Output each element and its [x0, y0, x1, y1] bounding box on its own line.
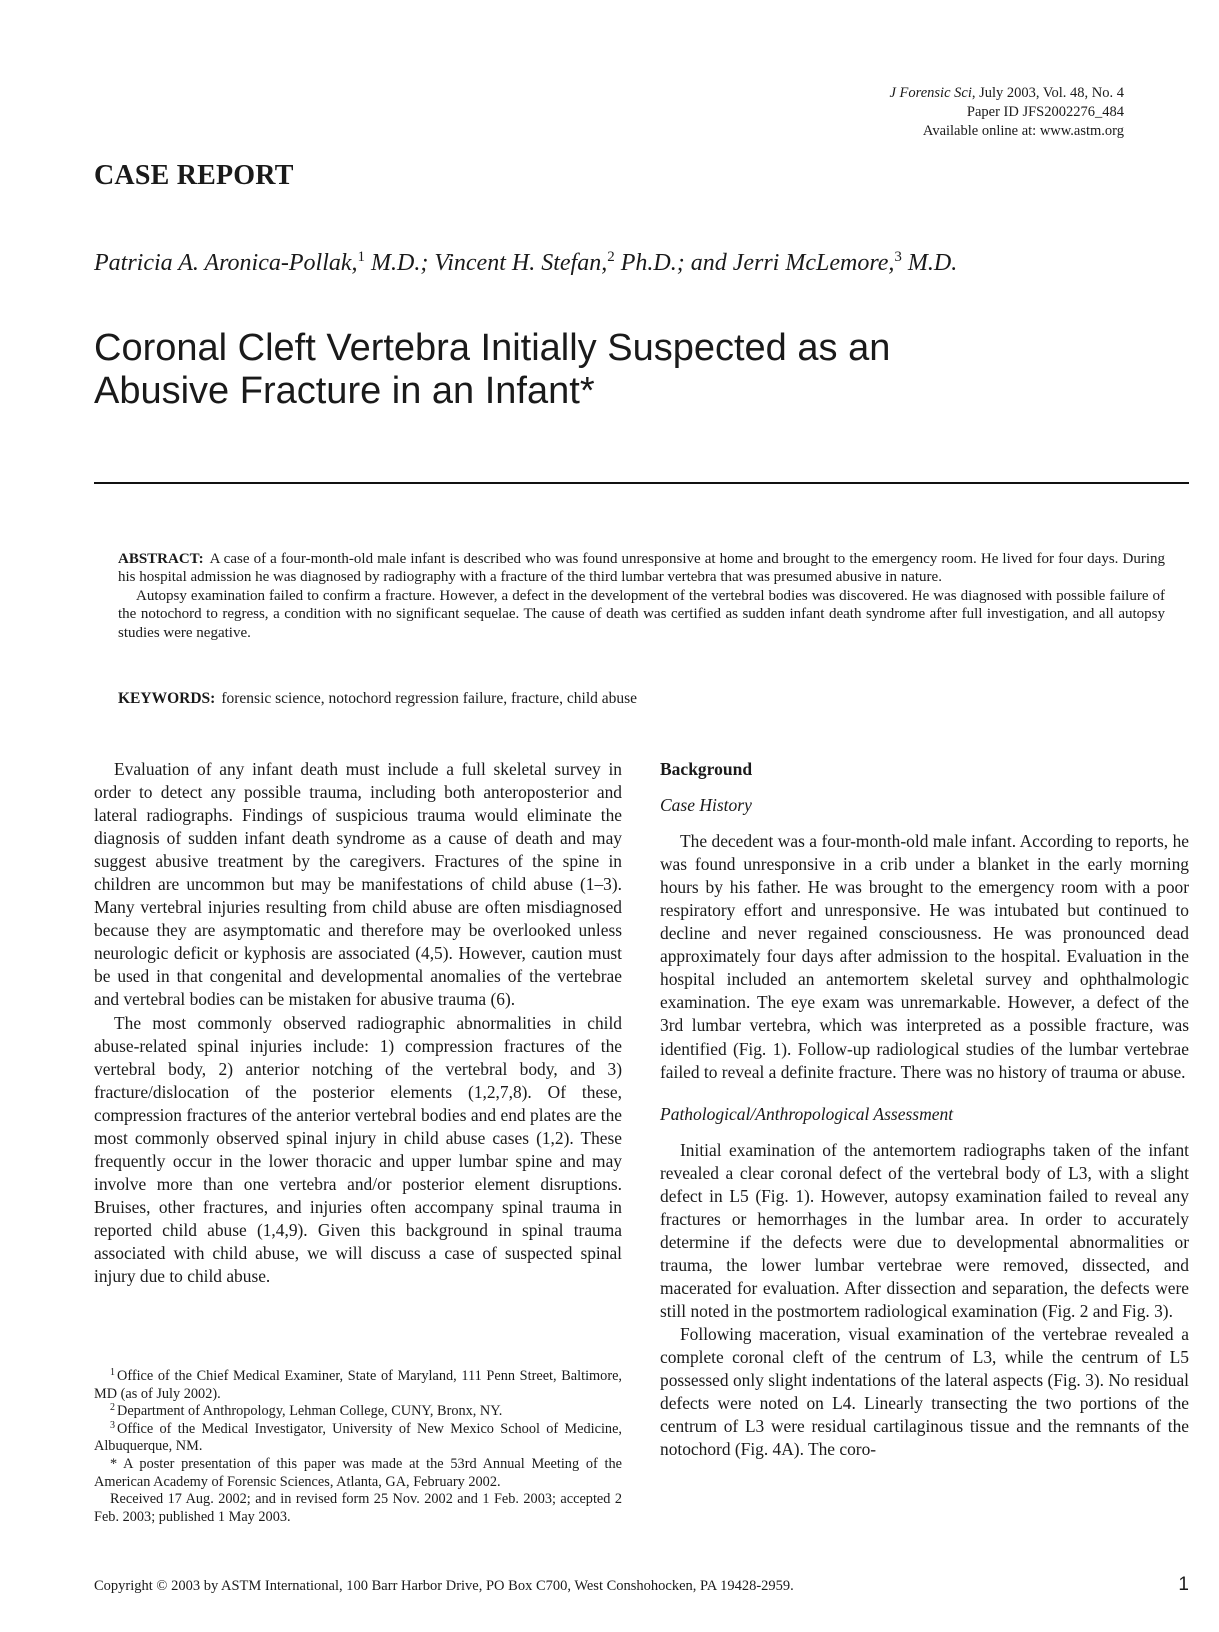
footnote-mark: 1: [110, 1367, 115, 1378]
author-list: [94, 250, 957, 277]
author-name: Jerri McLemore,: [732, 250, 895, 276]
author-affiliation-mark: 1: [357, 249, 366, 265]
author-degree: M.D.: [901, 250, 958, 276]
abstract-paragraph: Autopsy examination failed to confirm a fracture. However, a defect in the development of the vertebral bodies was discovered. He was diagnosed with possible failure of the notochord to regress, a condition with no significant sequelae. The cause of death was certified as sudden infant death syndrome after full investigation, and all autopsy studies were negative.: [118, 587, 1165, 641]
footnote-mark: 2: [110, 1402, 115, 1414]
title-line: Abusive Fracture in an Infant*: [94, 370, 595, 412]
journal-name: J Forensic Sci: [889, 85, 972, 101]
paper-id: Paper ID JFS2002276_484: [966, 104, 1124, 120]
section-label: CASE REPORT: [94, 160, 294, 191]
footnote-mark: 3: [110, 1419, 115, 1431]
footnote-text: Received 17 Aug. 2002; and in revised form 25 Nov. 2002 and 1 Feb. 2003; accepted 2 Feb. 2003; published 1 May 2003.: [94, 1491, 622, 1525]
title-divider: [94, 482, 1189, 484]
paper-title: [94, 327, 890, 413]
intro-column: [94, 758, 622, 1288]
author-affiliation-mark: 2: [607, 249, 615, 265]
footnote-text: * A poster presentation of this paper was made at the 53rd Annual Meeting of the American Academy of Forensic Sciences, Atlanta, GA, February 2002.: [94, 1455, 622, 1490]
copyright-notice: Copyright © 2003 by ASTM International, 100 Barr Harbor Drive, PO Box C700, West Conshohocken, PA 19428-2959.: [94, 1578, 794, 1594]
title-line: Coronal Cleft Vertebra Initially Suspected as an: [94, 327, 891, 369]
footnote: [94, 1421, 622, 1456]
journal-issue: , July 2003, Vol. 48, No. 4: [971, 85, 1124, 101]
background-column: [660, 758, 1189, 1461]
body-paragraph: Initial examination of the antemortem radiographs taken of the infant revealed a clear coronal defect of the vertebral body of L3, with a slight defect in L5 (Fig. 1). However, autopsy examination failed to reveal any fractures or hemorrhages in the lumbar area. In order to accurately determine if the defects were due to developmental abnormalities or trauma, the lower lumbar vertebrae were removed, dissected, and macerated for evaluation. After dissection and separation, the defects were still noted in the postmortem radiological examination (Fig. 2 and Fig. 3).: [660, 1139, 1189, 1321]
footnote-text: Department of Anthropology, Lehman College, CUNY, Bronx, NY.: [117, 1403, 503, 1420]
footnote-text: Office of the Medical Investigator, University of New Mexico School of Medicine, Albuquerque, NM.: [94, 1420, 622, 1455]
section-gap: [660, 1084, 1189, 1103]
body-paragraph: The decedent was a four-month-old male infant. According to reports, he was found unresponsive in a crib under a blanket in the early morning hours by his father. He was brought to the emergency room with a poor respiratory effort and unresponsive. He was intubated but continued to decline and never regained consciousness. He was pronounced dead approximately four days after admission to the hospital. Evaluation in the hospital included an antemortem skeletal survey and ophthalmologic examination. The eye exam was unremarkable. However, a defect of the 3rd lumbar vertebra, which was interpreted as a possible fracture, was identified (Fig. 1). Follow-up radiological studies of the lumbar vertebrae failed to reveal a definite fracture. There was no history of trauma or abuse.: [660, 831, 1189, 1082]
footnote-text: Office of the Chief Medical Examiner, State of Maryland, 111 Penn Street, Baltimore, MD (as of July 2002).: [94, 1368, 622, 1402]
author-degree: M.D.;: [365, 250, 435, 276]
author-degree: Ph.D.; and: [614, 250, 733, 276]
abstract: [118, 550, 1165, 642]
abstract-label: ABSTRACT:: [118, 551, 204, 567]
body-paragraph: The most commonly observed radiographic abnormalities in child abuse-related spinal injuries include: 1) compression fractures of the vertebral body, 2) anterior notching of the vertebral body, and 3) fracture/dislocation of the posterior elements (1,2,7,8). Of these, compression fractures of the anterior vertebral bodies and end plates are the most commonly observed spinal injury in child abuse cases (1,2). These frequently occur in the lower thoracic and upper lumbar spine and may involve more than one vertebra and/or posterior element disruptions. Bruises, other fractures, and injuries often accompany spinal trauma in reported child abuse (1,4,9). Given this background in spinal trauma associated with child abuse, we will discuss a case of suspected spinal injury due to child abuse.: [94, 1012, 622, 1287]
author-name: Patricia A. Aronica-Pollak,: [94, 250, 358, 276]
footnotes: [94, 1368, 622, 1526]
keywords-text: forensic science, notochord regression failure, fracture, child abuse: [221, 690, 638, 707]
body-paragraph: Evaluation of any infant death must include a full skeletal survey in order to detect any possible trauma, including both anteroposterior and lateral radiographs. Findings of suspicious trauma would eliminate the diagnosis of sudden infant death syndrome as a cause of death and may suggest abusive treatment by the caregivers. Fractures of the spine in children are uncommon but may be manifestations of child abuse (1–3). Many vertebral injuries resulting from child abuse are often misdiagnosed because they are asymptomatic and therefore may be overlooked unless neurologic deficit or kyphosis are associated (4,5). However, caution must be used in that congenital and developmental anomalies of the vertebrae and vertebral bodies can be mistaken for abusive trauma (6).: [94, 759, 622, 1010]
abstract-text: A case of a four-month-old male infant is described who was found unresponsive at home and brought to the emergency room. He lived for four days. During his hospital admission he was diagnosed by radiography with a fracture of the third lumbar vertebra that was presumed abusive in nature.: [118, 551, 1165, 586]
footnote: [94, 1368, 622, 1403]
keywords-label: KEYWORDS:: [118, 690, 216, 707]
body-paragraph: Following maceration, visual examination of the vertebrae revealed a complete coronal cleft of the centrum of L3, while the centrum of L5 possessed only slight indentations of the lateral aspects (Fig. 3). No residual defects were noted on L4. Linearly transecting the two portions of the centrum of L3 were residual cartilaginous tissue and the remnants of the notochord (Fig. 4A). The coro-: [660, 1324, 1189, 1460]
subsection-heading: Pathological/Anthropological Assessment: [660, 1103, 954, 1124]
footnote: [94, 1491, 622, 1526]
author-affiliation-mark: 3: [894, 249, 902, 265]
online-availability: Available online at: www.astm.org: [922, 123, 1124, 139]
keywords: [118, 690, 637, 708]
abstract-paragraph: [118, 550, 1165, 587]
journal-issue-line: [889, 84, 1124, 103]
author-name: Vincent H. Stefan,: [434, 250, 608, 276]
subsection-heading: Case History: [660, 795, 752, 816]
section-heading: Background: [660, 759, 753, 779]
footnote: [94, 1456, 622, 1491]
footnote: [94, 1403, 622, 1421]
journal-citation: [889, 84, 1124, 141]
page-number: 1: [1178, 1574, 1189, 1595]
